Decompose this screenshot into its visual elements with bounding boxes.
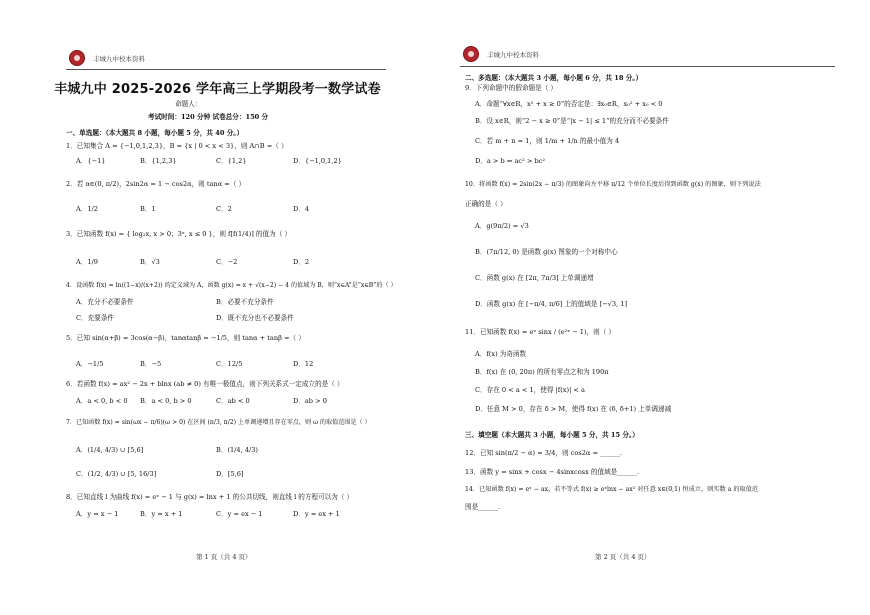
q10-option-a: A．g(9π/2) = √3 [475, 222, 529, 230]
q11-option-d: D．任意 M > 0，存在 δ > M，使得 f(x) 在 (δ, δ+1) 上单调递减 [475, 405, 672, 413]
q6-option-c: C．ab < 0 [216, 397, 250, 405]
question-1: 1．已知集合 A = {−1,0,1,2,3}，B = {x | 0 < x < 3}，则 A∩B =（ ） [66, 142, 288, 150]
q8-option-b: B．y = x + 1 [140, 510, 183, 518]
question-5: 5．已知 sin(α+β) = 3cos(α−β)，tanαtanβ = −1/5，则 tanα + tanβ =（ ） [66, 334, 305, 342]
q3-option-d: D．2 [293, 258, 310, 266]
question-13: 13．函数 y = sinx + cosx − 4sinxcosx 的值域是______. [465, 468, 640, 476]
question-9: 9．下列命题中的假命题是（ ） [465, 84, 558, 92]
q2-option-d: D．4 [293, 205, 310, 213]
question-8: 8．已知直线 l 为曲线 f(x) = eˣ − 1 与 g(x) = lnx + 1 的公共切线，则直线 l 的方程可以为（ ） [66, 493, 354, 501]
q4-option-a: A．充分不必要条件 [76, 298, 134, 306]
q1-option-d: D．{−1,0,1,2} [293, 157, 342, 165]
proposer-label: 命题人： [175, 100, 202, 108]
school-logo-icon [69, 50, 85, 66]
question-14-cont: 围是______. [465, 503, 501, 511]
question-10: 10．将函数 f(x) = 2sin(2x − π/3) 的图象向左平移 π/12 个单位长度后得到函数 g(x) 的图象，则下列说法 [465, 181, 761, 188]
question-12: 12．已知 sin(π/2 − α) = 3/4，则 cos2α = ______. [465, 449, 622, 457]
q10-option-b: B．(7π/12, 0) 是函数 g(x) 图象的一个对称中心 [475, 248, 618, 256]
q4-option-b: B．必要不充分条件 [216, 298, 274, 306]
q4-option-c: C．充要条件 [76, 314, 115, 322]
q11-option-a: A．f(x) 为奇函数 [475, 350, 527, 358]
q5-option-a: A．−1/5 [76, 360, 104, 368]
q7-option-d: D．[5,6] [216, 470, 244, 478]
q11-option-b: B．f(x) 在 (0, 20π) 的所有零点之和为 190π [475, 368, 609, 376]
q1-option-a: A．{−1} [76, 157, 106, 165]
question-7: 7．已知函数 f(x) = sin(ωx − π/6)(ω > 0) 在区间 (π/3, π/2) 上单调递增且存在零点，则 ω 的取值范围是（ ） [66, 419, 371, 426]
header-divider [460, 66, 835, 67]
page-footer: 第 1 页（共 4 页） [196, 553, 252, 561]
question-10-cont: 正确的是（ ） [465, 200, 507, 208]
school-tag: 丰城九中校本资料 [93, 55, 145, 63]
question-14: 14．已知函数 f(x) = eˣ − ax，若不等式 f(x) ≥ eˣlnx − ax² 对任意 x∈(0,1) 恒成立，则实数 a 的取值范 [465, 486, 759, 493]
q6-option-a: A．a < 0, b < 0 [76, 397, 128, 405]
q10-option-c: C．函数 g(x) 在 [2π, 7π/3] 上单调递增 [475, 274, 594, 282]
q4-option-d: D．既不充分也不必要条件 [216, 314, 294, 322]
question-3: 3．已知函数 f(x) = { log₂x, x > 0；3ˣ, x ≤ 0 }，则 f[f(1/4)] 的值为（ ） [66, 230, 291, 238]
question-4: 4．设函数 f(x) = ln((1−x)/(x+2)) 的定义域为 A，函数 g(x) = x + √(x−2) − 4 的值域为 B，则“x∈A”是“x∈B”的（ ） [66, 282, 397, 289]
q9-option-c: C．若 m + n = 1，则 1/m + 1/n 的最小值为 4 [475, 137, 620, 145]
q1-option-b: B．{1,2,3} [140, 157, 177, 165]
q3-option-a: A．1/9 [76, 258, 98, 266]
q7-option-c: C．(1/2, 4/3) ∪ [5, 16/3] [76, 470, 157, 478]
q6-option-d: D．ab > 0 [293, 397, 327, 405]
q7-option-a: A．(1/4, 4/3) ∪ [5,6] [76, 446, 144, 454]
q3-option-b: B．√3 [140, 258, 160, 266]
question-11: 11．已知函数 f(x) = eˣ sinx / (e²ˣ − 1)，则（ ） [465, 328, 616, 336]
q5-option-d: D．12 [293, 360, 314, 368]
exam-info: 考试时间：120 分钟 试卷总分：150 分 [148, 113, 269, 121]
q2-option-c: C．2 [216, 205, 232, 213]
school-logo-icon [463, 46, 479, 62]
q5-option-b: B．−5 [140, 360, 162, 368]
page-footer: 第 2 页（共 4 页） [595, 553, 651, 561]
q8-option-c: C．y = ex − 1 [216, 510, 263, 518]
q2-option-b: B．1 [140, 205, 156, 213]
school-tag: 丰城九中校本资料 [487, 51, 539, 59]
q10-option-d: D．函数 g(x) 在 [−π/4, π/6] 上的值域是 [−√3, 1] [475, 300, 628, 308]
q9-option-b: B．设 x∈R，则“2 − x ≥ 0”是“|x − 1| ≤ 1”的充分而不必要条件 [475, 117, 669, 125]
q9-option-a: A．命题“∀x∈R，x² + x ≥ 0”的否定是：∃x₀∈R，x₀² + x₀ < 0 [475, 100, 663, 108]
section-1-heading: 一、单选题：（本大题共 8 小题，每小题 5 分，共 40 分。） [66, 129, 244, 137]
question-6: 6．若函数 f(x) = ax² − 2x + blnx (ab ≠ 0) 有唯一极值点，则下列关系式一定成立的是（ ） [66, 380, 344, 388]
q7-option-b: B．(1/4, 4/3) [216, 446, 258, 454]
q11-option-c: C．存在 0 < a < 1，使得 |f(x)| < a [475, 386, 585, 394]
exam-page-2 [435, 0, 870, 615]
exam-title: 丰城九中 2025-2026 学年高三上学期段考一数学试卷 [54, 82, 381, 97]
question-2: 2．若 α∈(0, π/2)，2sin2α = 1 − cos2α，则 tanα =（ ） [66, 180, 246, 188]
header-divider [66, 69, 386, 70]
section-2-heading: 二、多选题：（本大题共 3 小题，每小题 6 分，共 18 分。） [465, 74, 643, 82]
q5-option-c: C．12/5 [216, 360, 243, 368]
q8-option-d: D．y = ex + 1 [293, 510, 340, 518]
section-3-heading: 三、填空题（本大题共 3 小题，每小题 5 分，共 15 分。） [465, 431, 639, 439]
q1-option-c: C．{1,2} [216, 157, 247, 165]
q3-option-c: C．−2 [216, 258, 238, 266]
q2-option-a: A．1/2 [76, 205, 98, 213]
q6-option-b: B．a < 0, b > 0 [140, 397, 192, 405]
q9-option-d: D．a > b ⇔ ac² > bc² [475, 157, 546, 165]
q8-option-a: A．y = x − 1 [76, 510, 119, 518]
